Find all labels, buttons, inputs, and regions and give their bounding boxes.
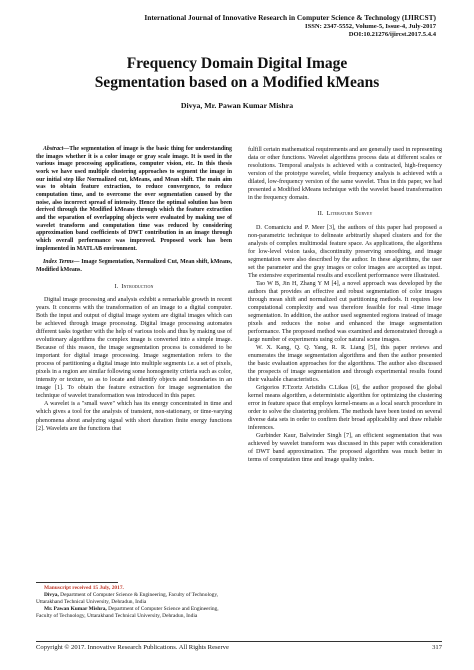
footnote-divider (36, 582, 118, 583)
journal-header (144, 14, 436, 39)
left-column (36, 146, 232, 433)
survey-paragraph: Grigorios F.Tzortz Aristidis C.Likas [6], the author proposed the global kernel means algorithm, a deterministic algorithm for optimizing the clustering error in feature space that employs kernel-means as a local search procedure in order to solve the clustering problem. The methods have been tested on several diverse data sets in order to confirm their broad applicability and draw reliable inferences. (248, 385, 442, 432)
manuscript-received-note: Manuscript received 15 July, 2017. (44, 585, 124, 591)
abstract (36, 146, 232, 253)
survey-paragraph: D. Comaniciu and P. Meer [3], the authors of this paper had proposed a non-parametric technique to delineate arbitrarily shaped clusters and for the analysis of complex multimodal feature space. As applications, the algorithms for low-level vision tasks, discontinuity preserving smoothing, and image segmentation were also described by the author. In these algorithms, the user set the parameter and the gray images or color images are accepted as input. The extensive experimental results and excellent performance were illustrated. (248, 224, 442, 279)
right-column (248, 146, 442, 464)
footnotes (36, 585, 232, 620)
survey-paragraph: W. X. Kang, Q. Q. Yang, R. R. Liang [5], this paper reviews and enumerates the image segmentation algorithms and then the author presented the basic evaluation approaches for the algorithms. The author also discussed the prospects of image segmentation and through experimental results found their valuable characteristics. (248, 344, 442, 384)
section-number: I. (114, 282, 119, 290)
author-affiliation (36, 592, 232, 606)
affiliation-author-name: Divya, (44, 592, 59, 599)
affiliation-text: Department of Computer Science & Engineering, Faculty of Technology, Uttarakhand Technical University, Dehradun, India (36, 592, 219, 606)
abstract-text: —The segmentation of image is the basic thing for understanding the images whether it is a color image or gray scale image. It is used in the various image processing applications, computer vision, etc. In this thesis work we have used multiple clustering approaches to segment the image in our initial step like Normalized cut, kMeans, and Mean shift. The main aim was to obtain feature extraction, to reduce convergence, to reduce computation time, and to overcome the over segmentation caused by the noise, also incorrect spread of intensity. Hence the optimal solution has been derived through the Modified kMeans through which the feature extraction and the separation of overlapping objects were evaluated by making use of wavelet transform and computation time was reduced by considering approximation band coefficients of DWT contribution in an image through which overall performance was improved. Proposed work has been implemented in MATLAB environment. (36, 146, 232, 252)
survey-paragraph: Gurbinder Kaur, Balwinder Singh [7], an efficient segmentation that was achieved by wavelet transform was discussed in this paper with consideration of DWT band approximation. The proposed algorithm was much better in terms of computation time and image quality index. (248, 433, 442, 464)
section-heading-literature-survey (248, 210, 442, 218)
intro-paragraph: Digital image processing and analysis exhibit a remarkable growth in recent years. It concerns with the transformation of an image to a digital computer. Both the input and output of digital image system are digital images which can be achieved through image processing. Digital image processing automates different tasks together with the help of various tools and thus by making use of evolutionary algorithms the complex image is converted into a simple image. Because of this reason, the image segmentation process is considered to be important for digital image processing. Image segmentation refers to the process of partitioning a digital image into multiple segments i.e. a set of pixels, pixels in a region are similar following some homogeneity criteria such as color, intensity or texture, so as to locate and identify objects and boundaries in an image [1]. To obtain the feature extraction for image segmentation the technique of wavelet transformation was introduced in this paper. (36, 297, 232, 400)
page-number: 317 (432, 644, 442, 651)
section-title: Introduction (121, 282, 154, 290)
wavelet-paragraph: fulfill certain mathematical requirements and are generally used in representing data or other functions. Wavelet algorithms process data at different scales or resolutions. Temporal analysis is achieved with a contracted, high-frequency version of the prototype wavelet, while frequency analysis is achieved with a dilated, low-frequency version of the same wavelet. Thus in this paper, we had presented a Modified kMeans technique with the wavelet based transformation in the frequency domain. (248, 147, 442, 202)
section-heading-introduction (36, 283, 232, 291)
journal-name: International Journal of Innovative Research in Computer Science & Technology (IJIRCST) (144, 13, 436, 22)
section-number: II. (317, 210, 324, 218)
intro-paragraph: A wavelet is a "small wave" which has its energy concentrated in time and which gives a tool for the analysis of transient, non-stationary, or time-varying phenomena about analyzing signal with short duration finite energy functions [2]. Wavelets are the functions that (36, 401, 232, 432)
index-terms (36, 259, 232, 274)
survey-paragraph: Tao W B, Jin H, Zhang Y M [4], a novel approach was developed by the authors that provides an effective and robust segmentation of color images through mean shift and normalized cut partitioning methods. It requires low computational complexity and was therefore feasible for real -time image segmentation. In addition, the author used segmented regions instead of image pixels and reduces the noise and enhanced the image segmentation performance. The proposed method was examined and demonstrated through a large number of experiments using color natural scene images. (248, 280, 442, 343)
paper-title (20, 55, 454, 93)
title-line-1: Frequency Domain Digital Image (126, 55, 348, 72)
title-line-2: Segmentation based on a Modified kMeans (94, 73, 380, 91)
author-affiliation (36, 606, 232, 620)
abstract-lead: Abstract (43, 146, 64, 152)
author-list: Divya, Mr. Pawan Kumar Mishra (180, 101, 294, 110)
page-footer (36, 644, 442, 651)
journal-doi: DOI:10.21276/ijircst.2017.5.4.4 (348, 30, 436, 38)
footer-divider (36, 641, 442, 642)
affiliation-text: Department of Computer Science and Engineering, Faculty of Technology, Uttarakhand Technical University, Dehradun, India (36, 606, 219, 620)
affiliation-author-name: Mr. Pawan Kumar Mishra, (44, 606, 107, 613)
index-terms-lead: Index Terms— (43, 259, 80, 266)
section-title: Literature Survey (326, 210, 373, 218)
journal-issn: ISSN: 2347-5552, Volume-5, Issue-4, July-2017 (305, 22, 436, 30)
copyright-notice: Copyright © 2017. Innovative Research Publications. All Rights Reserve (36, 644, 229, 651)
index-terms-text: Image Segmentation, Normalized Cut, Mean shift, kMeans, Modified kMeans. (36, 259, 232, 274)
